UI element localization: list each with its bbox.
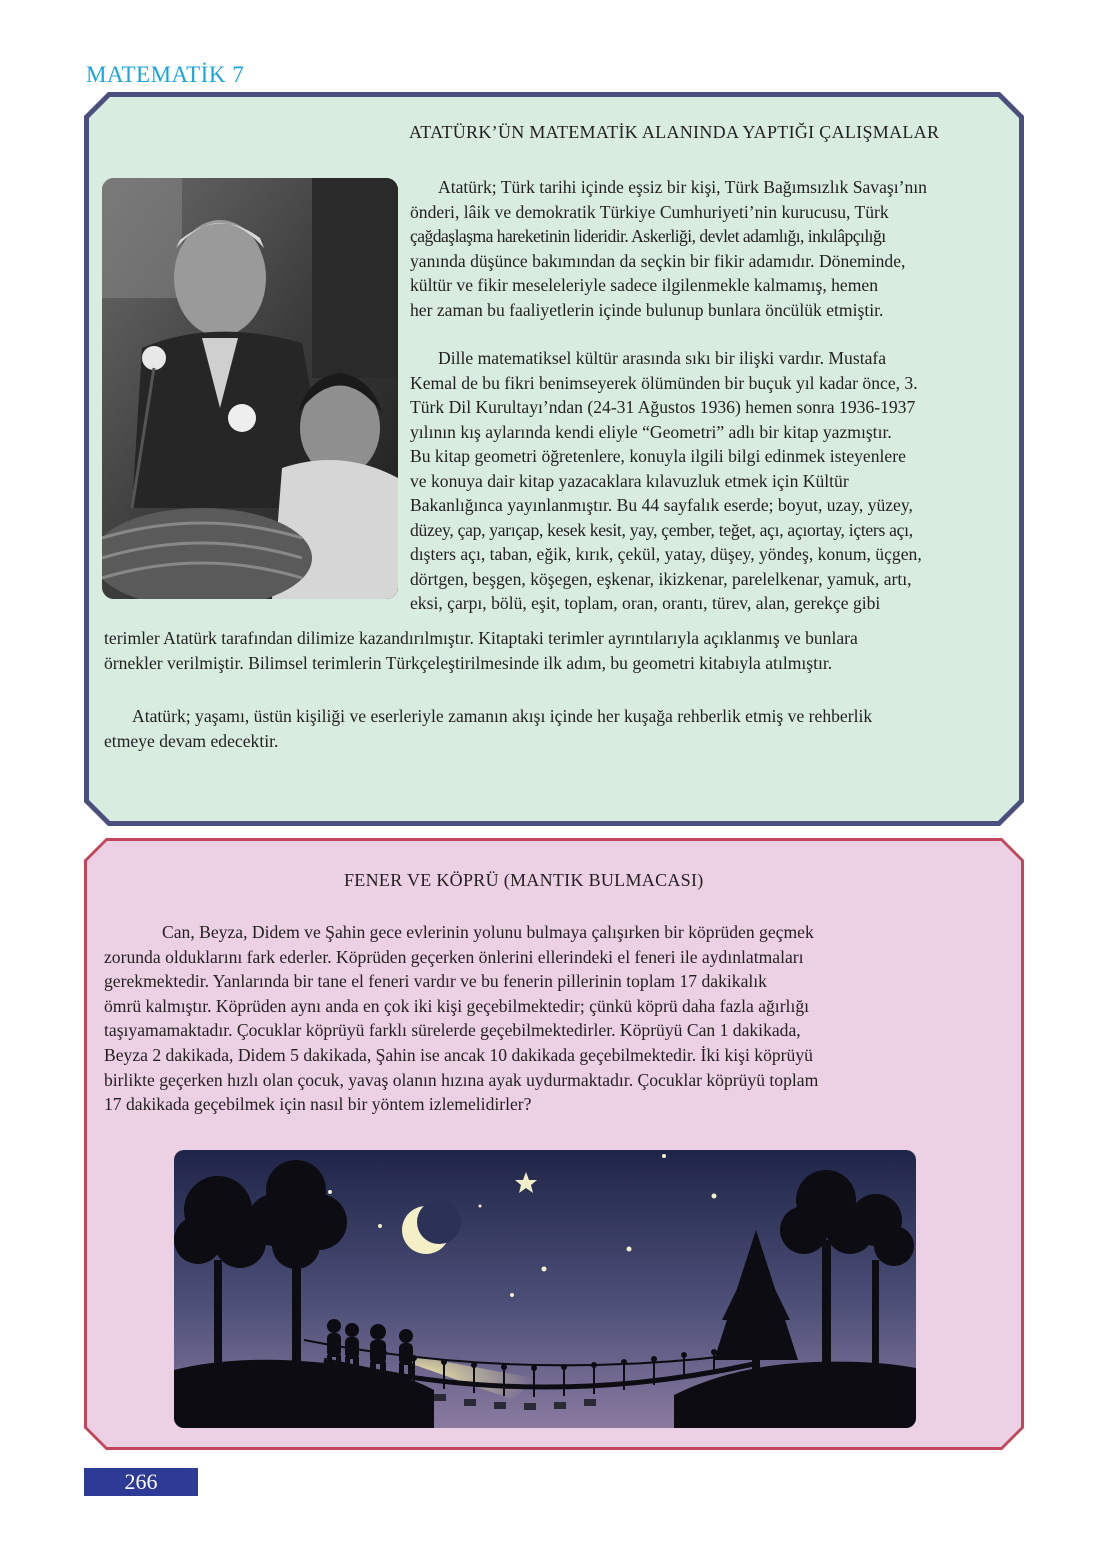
text-line: dışters açı, taban, eğik, kırık, çekül, yatay, düşey, yöndeş, konum, üçgen, (410, 544, 922, 564)
section1-paragraph-1 (410, 175, 998, 322)
text-line: örnekler verilmiştir. Bilimsel terimlerin Türkçeleştirilmesinde ilk adım, bu geometri kitabıyla atılmıştır. (104, 652, 833, 673)
text-line: Kemal de bu fikri benimseyerek ölümünden bir buçuk yıl kadar önce, 3. (410, 372, 918, 393)
text-line: kültür ve fikir meseleleriyle sadece ilgilenmekle kalmamış, hemen (410, 275, 879, 295)
text-line: gerekmektedir. Yanlarında bir tane el feneri vardır ve bu fenerin pillerinin toplam 17 dakikalık (104, 971, 767, 992)
text-line: ve konuya dair kitap yazacaklara kılavuzluk etmek için Kültür (410, 470, 849, 491)
text-line: Beyza 2 dakikada, Didem 5 dakikada, Şahin ise ancak 10 dakikada geçebilmektedir. İki kişi köprüyü (104, 1044, 813, 1065)
night-bridge-illustration (174, 1150, 916, 1428)
section1-paragraph-3 (104, 704, 998, 753)
text-line: terimler Atatürk tarafından dilimize kazandırılmıştır. Kitaptaki terimler ayrıntılarıyla açıklanmış ve bunlara (104, 628, 858, 648)
text-line: önderi, lâik ve demokratik Türkiye Cumhuriyeti’nin kurucusu, Türk (410, 201, 889, 222)
section2-title: FENER VE KÖPRÜ (MANTIK BULMACASI) (344, 870, 704, 890)
section2-paragraph (104, 920, 1004, 1117)
text-line: 17 dakikada geçebilmek için nasıl bir yöntem izlemelidirler? (104, 1094, 532, 1115)
text-line: dörtgen, beşgen, köşegen, eşkenar, ikizkenar, parelelkenar, yamuk, artı, (410, 568, 912, 589)
text-line: yılının kış aylarında kendi eliyle “Geometri” adlı bir kitap yazmıştır. (410, 421, 892, 442)
page-number: 266 (84, 1468, 198, 1496)
text-line: etmeye devam edecektir. (104, 730, 279, 751)
text-line: Dille matematiksel kültür arasında sıkı bir ilişki vardır. Mustafa (438, 348, 887, 368)
section1-paragraph-2 (410, 346, 998, 616)
text-line: düzey, çap, yarıçap, kesek kesit, yay, çember, teğet, açı, açıortay, içters açı, (410, 519, 913, 540)
text-line: çağdaşlaşma hareketinin lideridir. Askerliği, devlet adamlığı, inkılâpçılığı (410, 226, 886, 246)
text-line: eksi, çarpı, bölü, eşit, toplam, oran, orantı, türev, alan, gerekçe gibi (410, 593, 881, 613)
text-line: Atatürk; yaşamı, üstün kişiliği ve eserleriyle zamanın akışı içinde her kuşağa rehberlik etmiş ve rehberlik (132, 706, 873, 726)
section1-paragraph-2-continued (104, 626, 998, 675)
text-line: taşıyamamaktadır. Çocuklar köprüyü farklı sürelerde geçebilmektedirler. Köprüyü Can 1 dakikada, (104, 1020, 801, 1041)
text-line: yanında düşünce bakımından da seçkin bir fikir adamıdır. Döneminde, (410, 250, 906, 271)
text-line: Atatürk; Türk tarihi içinde eşsiz bir kişi, Türk Bağımsızlık Savaşı’nın (438, 177, 927, 197)
text-line: Can, Beyza, Didem ve Şahin gece evlerinin yolunu bulmaya çalışırken bir köprüden geçmek (162, 922, 814, 942)
text-line: Bu kitap geometri öğretenlere, konuyla ilgili bilgi edinmek isteyenlere (410, 446, 906, 466)
ataturk-photo (102, 178, 398, 599)
text-line: her zaman bu faaliyetlerin içinde bulunup bunlara öncülük etmiştir. (410, 299, 884, 320)
text-line: zorunda olduklarını fark ederler. Köprüden geçerken önlerini ellerindeki el feneri ile aydınlatmaları (104, 946, 804, 967)
text-line: birlikte geçerken hızlı olan çocuk, yavaş olanın hızına ayak uydurmaktadır. Çocuklar köprüyü toplam (104, 1069, 819, 1090)
text-line: ömrü kalmıştır. Köprüden aynı anda en çok iki kişi geçebilmektedir; çünkü köprü daha fazla ağırlığı (104, 995, 810, 1016)
header-title: MATEMATİK 7 (86, 62, 245, 87)
text-line: Bakanlığınca yayınlanmıştır. Bu 44 sayfalık eserde; boyut, uzay, yüzey, (410, 495, 913, 515)
text-line: Türk Dil Kurultayı’ndan (24-31 Ağustos 1936) hemen sonra 1936-1937 (410, 397, 916, 417)
section1-title: ATATÜRK’ÜN MATEMATİK ALANINDA YAPTIĞI ÇALIŞMALAR (409, 122, 940, 142)
